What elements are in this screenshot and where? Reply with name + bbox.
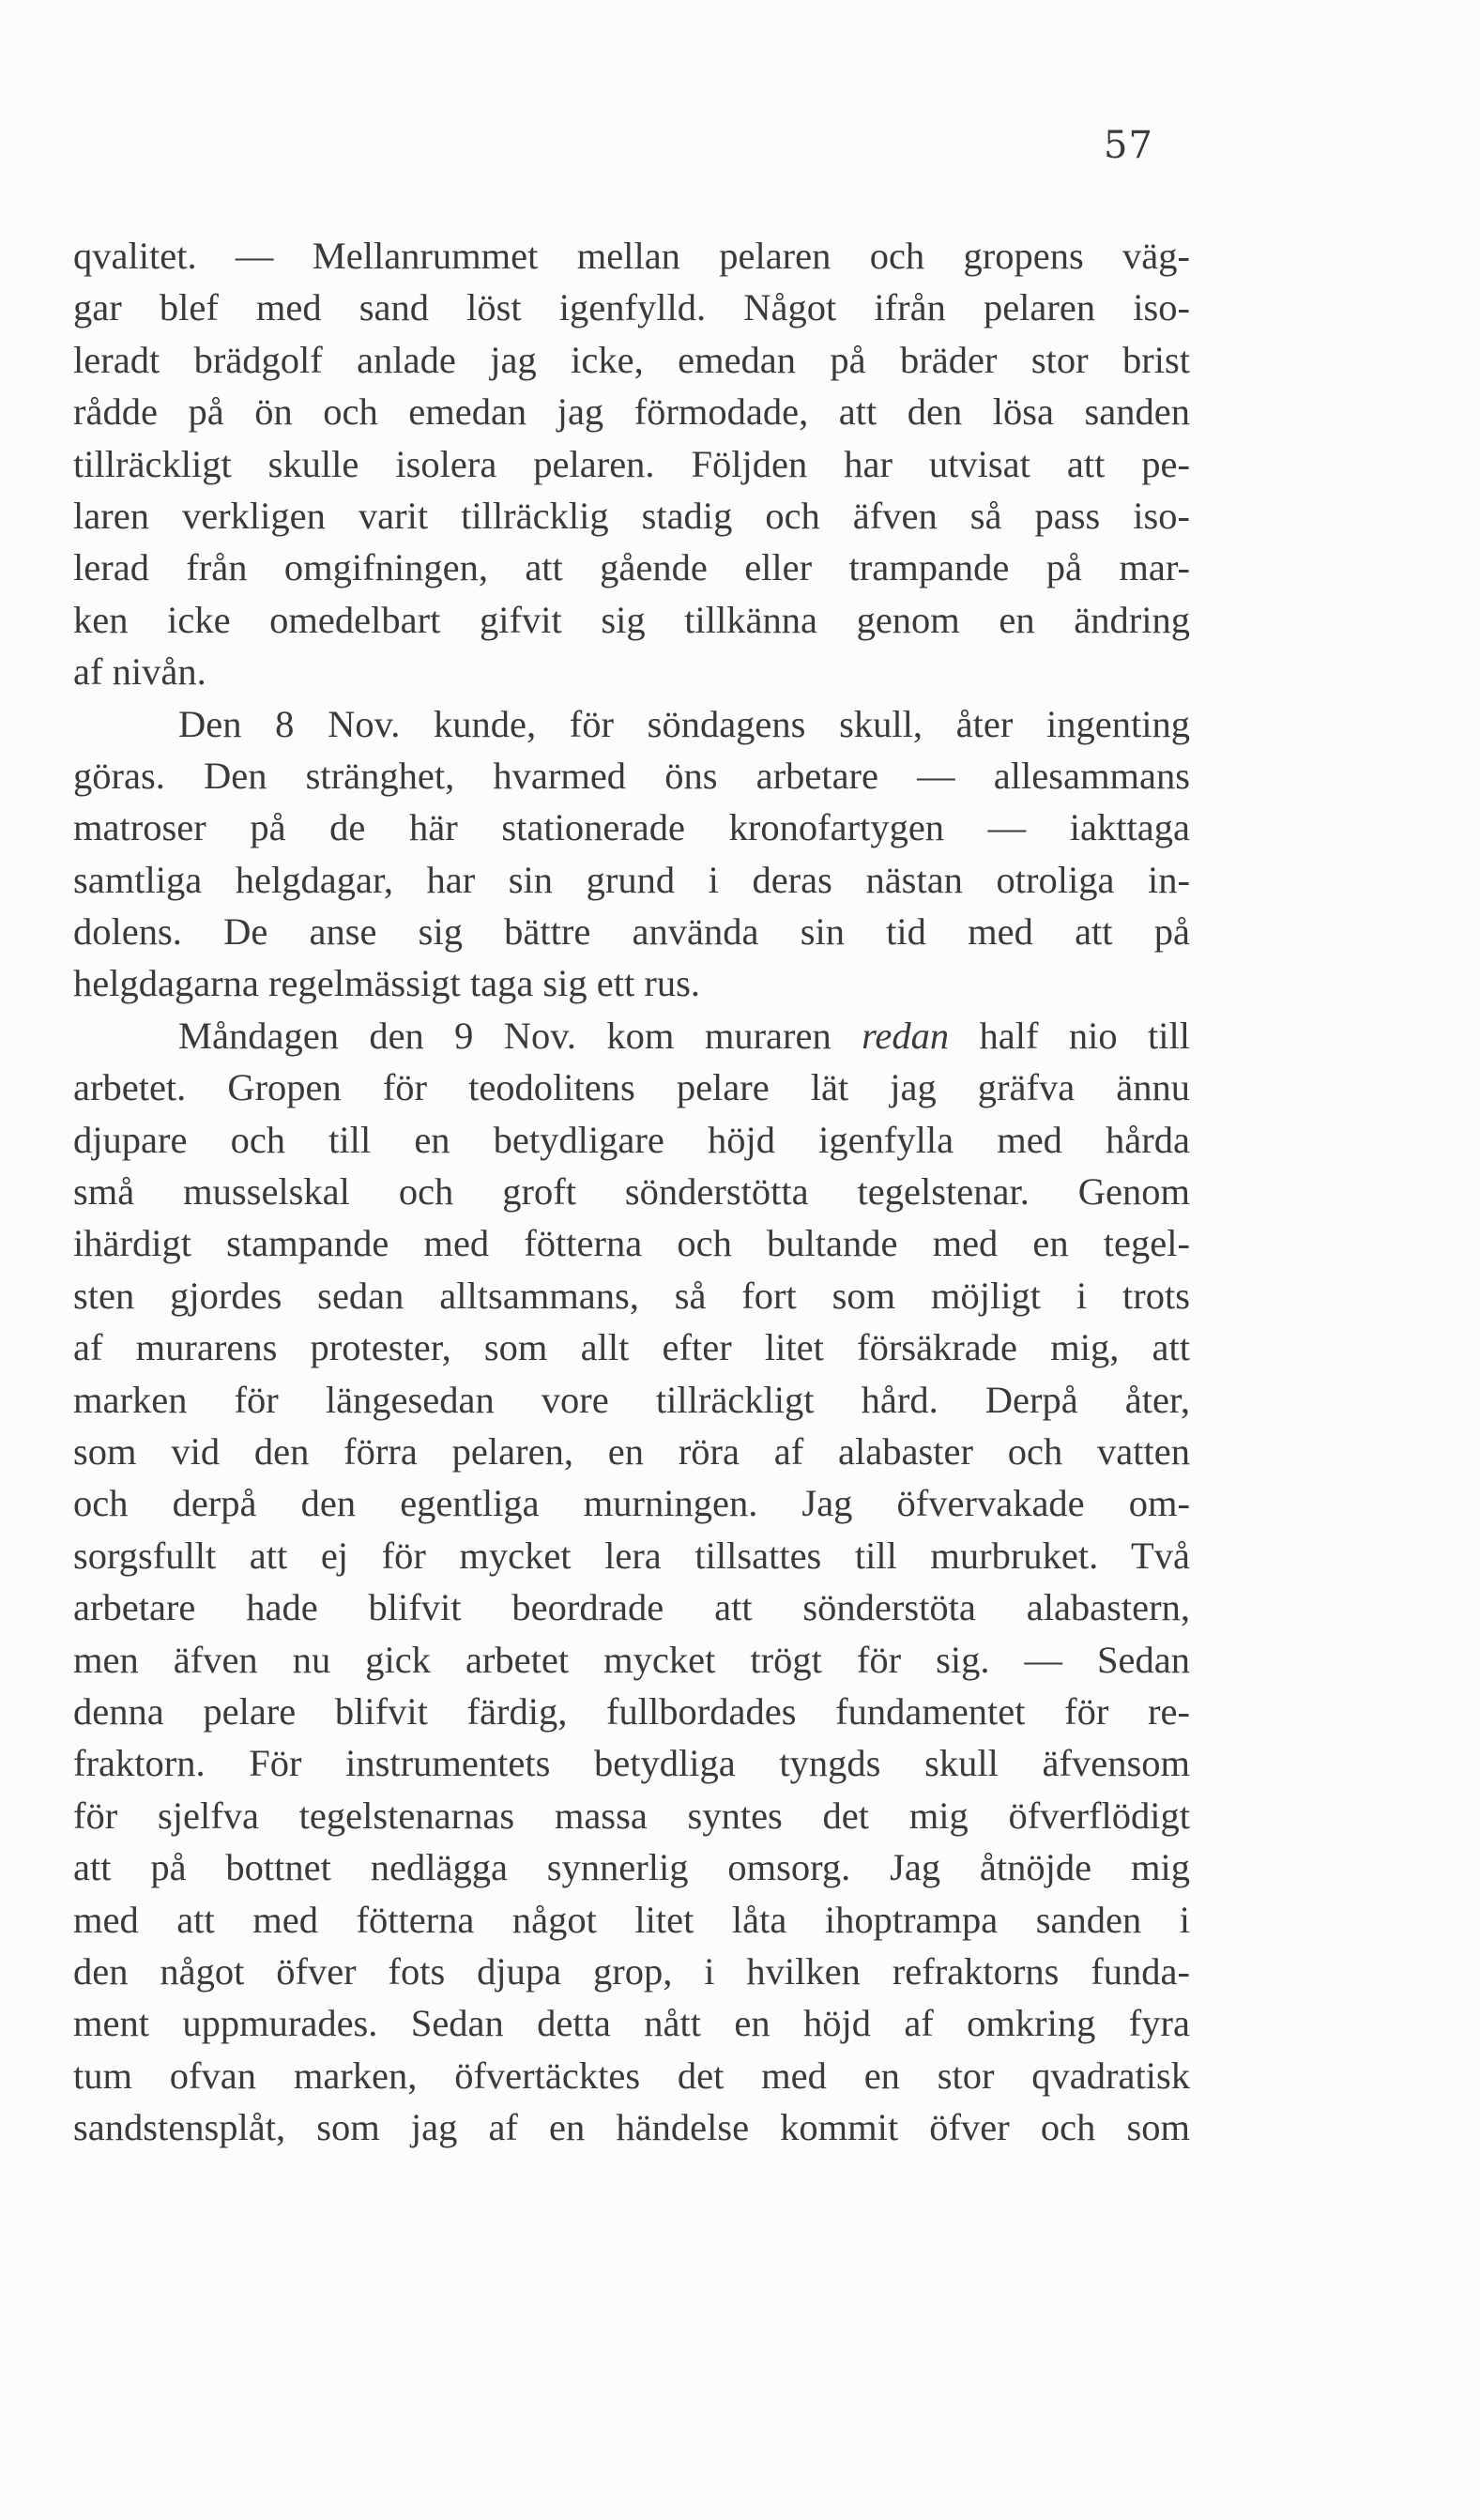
text-line: marken för längesedan vore tillräckligt hård. Derpå åter,: [73, 1378, 1190, 1421]
text-line: af murarens protester, som allt efter litet försäkrade mig, att: [73, 1326, 1190, 1369]
text-line: qvalitet. — Mellanrummet mellan pelaren och gropens väg-: [73, 235, 1190, 277]
text-line: denna pelare blifvit färdig, fullbordades fundamentet för re-: [73, 1689, 1190, 1733]
text-line: sorgsfullt att ej för mycket lera tillsattes till murbruket. Två: [73, 1534, 1190, 1577]
text-line: [73, 1010, 1190, 1061]
text-line: och derpå den egentliga murningen. Jag öfvervakade om-: [73, 1482, 1190, 1525]
text-line: samtliga helgdagar, har sin grund i deras nästan otroliga in-: [73, 858, 1190, 901]
text-line: lerad från omgifningen, att gående eller trampande på mar-: [73, 546, 1190, 589]
text-line: ken icke omedelbart gifvit sig tillkänna genom en ändring: [73, 598, 1190, 641]
text-line: arbetare hade blifvit beordrade att sönderstöta alabastern,: [73, 1586, 1190, 1629]
text-line: rådde på ön och emedan jag förmodade, att den lösa sanden: [73, 390, 1190, 434]
text-line: som vid den förra pelaren, en röra af alabaster och vatten: [73, 1429, 1190, 1473]
text-line: sten gjordes sedan alltsammans, så fort som möjligt i trots: [73, 1274, 1190, 1317]
text-line: Den 8 Nov. kunde, för söndagens skull, åter ingenting: [178, 702, 1190, 745]
text-line: med att med fötterna något litet låta ihoptrampa sanden i: [73, 1898, 1190, 1941]
text-line: tillräckligt skulle isolera pelaren. Följden har utvisat att pe-: [73, 442, 1190, 485]
text-line: ihärdigt stampande med fötterna och bultande med en tegel-: [73, 1222, 1190, 1265]
text-line: djupare och till en betydligare höjd igenfylla med hårda: [73, 1118, 1190, 1161]
text-line: att på bottnet nedlägga synnerlig omsorg. Jag åtnöjde mig: [73, 1846, 1190, 1889]
body-text: [73, 230, 1190, 2153]
text-line: leradt brädgolf anlade jag icke, emedan på bräder stor brist: [73, 338, 1190, 381]
text-line: den något öfver fots djupa grop, i hvilken refraktorns funda-: [73, 1949, 1190, 1993]
text-line: helgdagarna regelmässigt taga sig ett rus.: [73, 962, 701, 1005]
text-line: men äfven nu gick arbetet mycket trögt för sig. — Sedan: [73, 1638, 1190, 1681]
text-run: half nio till: [949, 1014, 1190, 1057]
text-line: af nivån.: [73, 650, 206, 694]
text-run: Måndagen den 9 Nov. kom muraren: [178, 1014, 862, 1057]
text-line: laren verkligen varit tillräcklig stadig och äfven så pass iso-: [73, 494, 1190, 537]
text-line: fraktorn. För instrumentets betydliga tyngds skull äfvensom: [73, 1742, 1190, 1785]
text-line: gar blef med sand löst igenfylld. Något ifrån pelaren iso-: [73, 286, 1190, 329]
text-line: arbetet. Gropen för teodolitens pelare lät jag gräfva ännu: [73, 1066, 1190, 1109]
text-line: dolens. De anse sig bättre använda sin tid med att på: [73, 910, 1190, 954]
text-line: små musselskal och groft sönderstötta tegelstenar. Genom: [73, 1170, 1190, 1214]
text-line: tum ofvan marken, öfvertäcktes det med en stor qvadratisk: [73, 2054, 1190, 2097]
text-line: matroser på de här stationerade kronofartygen — iakttaga: [73, 806, 1190, 849]
text-line: för sjelfva tegelstenarnas massa syntes det mig öfverflödigt: [73, 1794, 1190, 1837]
text-line: göras. Den stränghet, hvarmed öns arbetare — allesammans: [73, 754, 1190, 797]
page-number: 57: [1104, 124, 1153, 167]
italic-word: redan: [862, 1014, 950, 1057]
text-line: sandstensplåt, som jag af en händelse kommit öfver och som: [73, 2106, 1190, 2149]
text-line: ment uppmurades. Sedan detta nått en höjd af omkring fyra: [73, 2002, 1190, 2045]
